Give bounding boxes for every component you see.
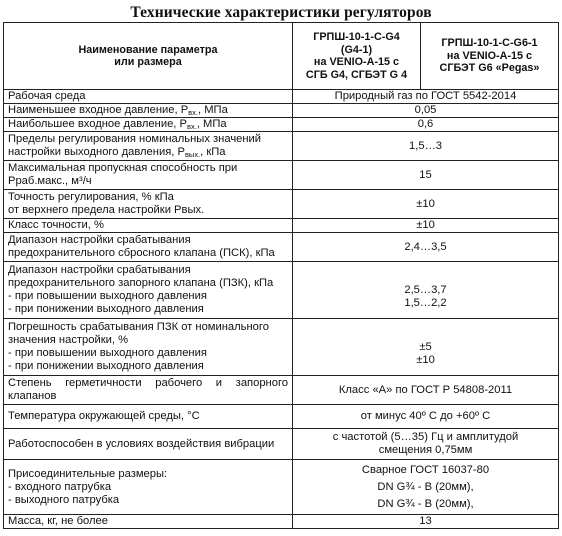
row-label: Работоспособен в условиях воздействия вибрации (4, 429, 293, 460)
row-value: 1,5…3 (293, 132, 559, 161)
row-label: Присоединительные размеры: - входного патрубка - выходного патрубка (4, 460, 293, 515)
row-value: Сварное ГОСТ 16037-80 DN G¾ - В (20мм), DN G¾ - В (20мм), (293, 460, 559, 515)
row-label: Погрешность срабатывания ПЗК от номинального значения настройки, % - при повышении выходного давления - при понижении выходного давления (4, 319, 293, 376)
table-row (4, 132, 559, 161)
row-value: 13 (293, 515, 559, 529)
row-label: Максимальная пропускная способность при Рраб.макс., м³/ч (4, 161, 293, 190)
table-row (4, 118, 559, 132)
table-row (4, 219, 559, 233)
header-model-g4: ГРПШ-10-1-С-G4 (G4-1) на VENIO-A-15 с СГБ G4, СГБЭТ G 4 (293, 23, 421, 90)
table-header-row (4, 23, 559, 90)
row-value: 0,6 (293, 118, 559, 132)
table-row (4, 460, 559, 515)
header-parameter: Наименование параметра или размера (4, 23, 293, 90)
row-label: Класс точности, % (4, 219, 293, 233)
document-title: Технические характеристики регуляторов (130, 4, 432, 21)
table-row (4, 515, 559, 529)
row-label: Диапазон настройки срабатывания предохранительного сбросного клапана (ПСК), кПа (4, 233, 293, 262)
row-label: Наименьшее входное давление, $Р_{вх.}$, МПа (4, 104, 293, 118)
table-row (4, 233, 559, 262)
row-value: от минус 40º С до +60º С (293, 405, 559, 429)
table-row (4, 429, 559, 460)
specs-table (3, 22, 559, 529)
row-value: ±10 (293, 190, 559, 219)
row-value: 2,5…3,7 1,5…2,2 (293, 262, 559, 319)
row-value: Класс «А» по ГОСТ Р 54808-2011 (293, 376, 559, 405)
row-label: Температура окружающей среды, °С (4, 405, 293, 429)
table-row (4, 161, 559, 190)
row-label: Наибольшее входное давление, $Р_{вх.}$, МПа (4, 118, 293, 132)
table-row (4, 319, 559, 376)
table-row (4, 104, 559, 118)
row-value: ±5 ±10 (293, 319, 559, 376)
row-label: Пределы регулирования номинальных значений настройки выходного давления, $Р_{вых.}$, кПа (4, 132, 293, 161)
table-row (4, 190, 559, 219)
row-value: Природный газ по ГОСТ 5542-2014 (293, 90, 559, 104)
table-row (4, 262, 559, 319)
table-row (4, 376, 559, 405)
row-label: Степень герметичности рабочего и запорного клапанов (4, 376, 293, 405)
row-value: с частотой (5…35) Гц и амплитудой смещения 0,75мм (293, 429, 559, 460)
row-value: 2,4…3,5 (293, 233, 559, 262)
row-value: ±10 (293, 219, 559, 233)
header-model-g6: ГРПШ-10-1-С-G6-1 на VENIO-A-15 с СГБЭТ G6 «Pegas» (421, 23, 559, 90)
row-label: Масса, кг, не более (4, 515, 293, 529)
table-row (4, 90, 559, 104)
row-label: Рабочая среда (4, 90, 293, 104)
row-label: Диапазон настройки срабатывания предохранительного запорного клапана (ПЗК), кПа - при повышении выходного давления - при понижении выходного давления (4, 262, 293, 319)
row-value: 15 (293, 161, 559, 190)
row-value: 0,05 (293, 104, 559, 118)
table-row (4, 405, 559, 429)
row-label: Точность регулирования, % кПа от верхнего предела настройки Рвых. (4, 190, 293, 219)
